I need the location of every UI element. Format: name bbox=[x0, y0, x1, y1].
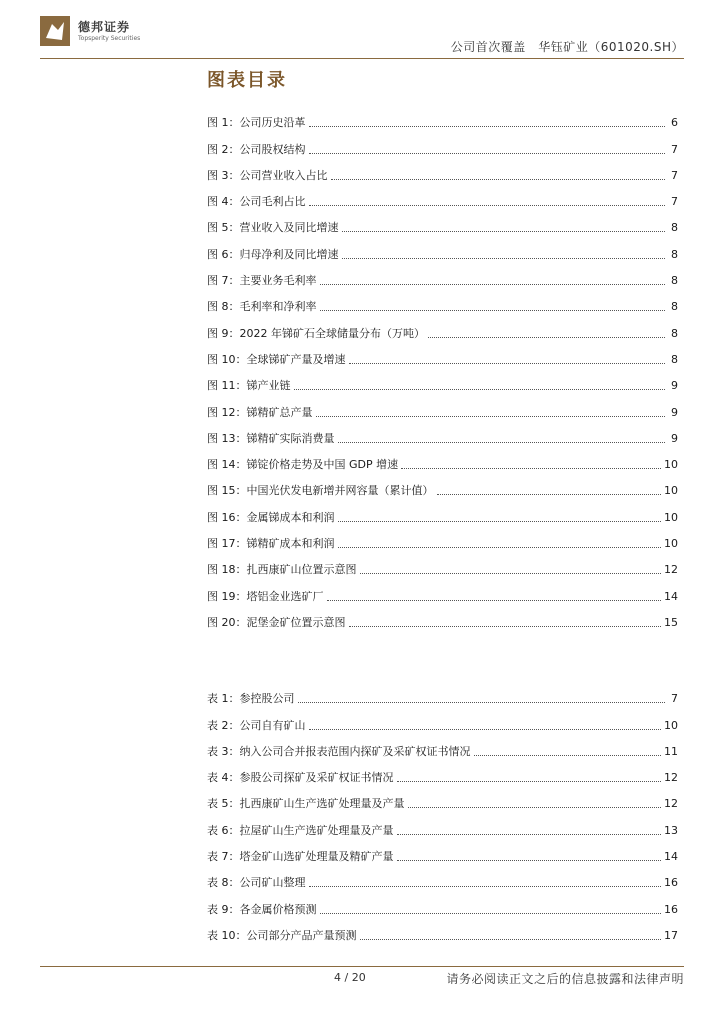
entry-label: 表 4：参股公司探矿及采矿权证书情况 bbox=[207, 771, 394, 785]
disclaimer-note: 请务必阅读正文之后的信息披露和法律声明 bbox=[446, 972, 684, 986]
table-entry[interactable] bbox=[207, 864, 678, 890]
entry-label: 图 12：锑精矿总产量 bbox=[207, 405, 313, 419]
entry-label: 图 20：泥堡金矿位置示意图 bbox=[207, 615, 346, 629]
entry-label: 图 11：锑产业链 bbox=[207, 379, 291, 393]
entry-page-number: 10 bbox=[664, 458, 678, 472]
entry-page-number: 8 bbox=[671, 300, 678, 314]
figure-entry[interactable] bbox=[207, 157, 678, 183]
entry-page-number: 8 bbox=[671, 326, 678, 340]
dot-leader bbox=[360, 572, 662, 574]
entry-label: 图 10：全球锑矿产量及增速 bbox=[207, 352, 346, 366]
dot-leader bbox=[331, 178, 666, 180]
figure-entry[interactable] bbox=[207, 314, 678, 340]
figure-entry[interactable] bbox=[207, 262, 678, 288]
logo-emblem-icon bbox=[40, 16, 70, 46]
company-logo bbox=[40, 16, 160, 46]
table-entry[interactable] bbox=[207, 917, 678, 943]
entry-label: 图 8：毛利率和净利率 bbox=[207, 300, 317, 314]
dot-leader bbox=[320, 283, 666, 285]
figure-entry[interactable] bbox=[207, 551, 678, 577]
entry-page-number: 10 bbox=[664, 537, 678, 551]
dot-leader bbox=[294, 388, 666, 390]
entry-page-number: 15 bbox=[664, 615, 678, 629]
entry-page-number: 14 bbox=[664, 850, 678, 864]
figure-entry[interactable] bbox=[207, 472, 678, 498]
entry-page-number: 7 bbox=[671, 142, 678, 156]
entry-label: 图 15：中国光伏发电新增并网容量（累计值） bbox=[207, 484, 434, 498]
entry-label: 图 9：2022 年锑矿石全球储量分布（万吨） bbox=[207, 326, 425, 340]
entry-page-number: 16 bbox=[664, 876, 678, 890]
entry-page-number: 7 bbox=[671, 168, 678, 182]
entry-label: 图 2：公司股权结构 bbox=[207, 142, 306, 156]
table-entry[interactable] bbox=[207, 759, 678, 785]
entry-label: 图 1：公司历史沿革 bbox=[207, 116, 306, 130]
entry-label: 图 5：营业收入及同比增速 bbox=[207, 221, 339, 235]
footer-divider bbox=[40, 966, 684, 967]
entry-label: 图 19：塔铝金业选矿厂 bbox=[207, 589, 324, 603]
entry-page-number: 6 bbox=[671, 116, 678, 130]
tables-list bbox=[207, 680, 678, 943]
entry-page-number: 12 bbox=[664, 797, 678, 811]
entry-page-number: 8 bbox=[671, 274, 678, 288]
table-entry[interactable] bbox=[207, 890, 678, 916]
figures-list bbox=[207, 104, 678, 630]
entry-page-number: 8 bbox=[671, 247, 678, 261]
table-entry[interactable] bbox=[207, 811, 678, 837]
report-label: 公司首次覆盖 华钰矿业（601020.SH） bbox=[450, 40, 684, 54]
entry-page-number: 8 bbox=[671, 352, 678, 366]
entry-page-number: 16 bbox=[664, 902, 678, 916]
entry-page-number: 8 bbox=[671, 221, 678, 235]
table-entry[interactable] bbox=[207, 680, 678, 706]
entry-page-number: 9 bbox=[671, 405, 678, 419]
figure-entry[interactable] bbox=[207, 341, 678, 367]
figure-entry[interactable] bbox=[207, 367, 678, 393]
entry-label: 图 14：锑锭价格走势及中国 GDP 增速 bbox=[207, 458, 399, 472]
dot-leader bbox=[309, 125, 666, 127]
entry-label: 图 16：金属锑成本和利润 bbox=[207, 510, 335, 524]
dot-leader bbox=[428, 336, 665, 338]
page-indicator: 4 / 20 bbox=[334, 971, 366, 984]
entry-label: 图 7：主要业务毛利率 bbox=[207, 274, 317, 288]
table-entry[interactable] bbox=[207, 706, 678, 732]
figure-entry[interactable] bbox=[207, 209, 678, 235]
dot-leader bbox=[342, 257, 666, 259]
entry-label: 表 1：参控股公司 bbox=[207, 692, 295, 706]
table-entry[interactable] bbox=[207, 838, 678, 864]
dot-leader bbox=[320, 309, 666, 311]
dot-leader bbox=[309, 728, 662, 730]
entry-page-number: 10 bbox=[664, 484, 678, 498]
dot-leader bbox=[342, 230, 666, 232]
entry-page-number: 11 bbox=[664, 744, 678, 758]
logo-text-cn: 德邦证券 bbox=[78, 20, 131, 34]
dot-leader bbox=[316, 415, 666, 417]
dot-leader bbox=[397, 833, 662, 835]
dot-leader bbox=[360, 938, 662, 940]
entry-label: 表 3：纳入公司合并报表范围内探矿及采矿权证书情况 bbox=[207, 744, 471, 758]
table-entry[interactable] bbox=[207, 785, 678, 811]
dot-leader bbox=[397, 780, 662, 782]
entry-label: 表 8：公司矿山整理 bbox=[207, 876, 306, 890]
entry-label: 表 6：拉屋矿山生产选矿处理量及产量 bbox=[207, 823, 394, 837]
entry-label: 图 18：扎西康矿山位置示意图 bbox=[207, 563, 357, 577]
entry-label: 图 3：公司营业收入占比 bbox=[207, 168, 328, 182]
table-entry[interactable] bbox=[207, 733, 678, 759]
figure-entry[interactable] bbox=[207, 420, 678, 446]
entry-label: 表 10：公司部分产品产量预测 bbox=[207, 928, 357, 942]
dot-leader bbox=[298, 701, 666, 703]
figure-entry[interactable] bbox=[207, 577, 678, 603]
figure-entry[interactable] bbox=[207, 393, 678, 419]
dot-leader bbox=[437, 493, 662, 495]
dot-leader bbox=[320, 912, 662, 914]
entry-page-number: 7 bbox=[671, 195, 678, 209]
entry-label: 图 4：公司毛利占比 bbox=[207, 195, 306, 209]
figure-entry[interactable] bbox=[207, 446, 678, 472]
dot-leader bbox=[338, 441, 666, 443]
entry-label: 图 13：锑精矿实际消费量 bbox=[207, 431, 335, 445]
toc-title: 图表目录 bbox=[207, 70, 287, 91]
dot-leader bbox=[309, 885, 662, 887]
figure-entry[interactable] bbox=[207, 104, 678, 130]
entry-page-number: 10 bbox=[664, 718, 678, 732]
entry-page-number: 12 bbox=[664, 771, 678, 785]
dot-leader bbox=[338, 520, 662, 522]
logo-text-en: Topsperity Securities bbox=[78, 35, 141, 42]
figure-entry[interactable] bbox=[207, 604, 678, 630]
figure-entry[interactable] bbox=[207, 498, 678, 524]
figure-entry[interactable] bbox=[207, 525, 678, 551]
entry-label: 表 9：各金属价格预测 bbox=[207, 902, 317, 916]
dot-leader bbox=[397, 859, 662, 861]
entry-label: 图 6：归母净利及同比增速 bbox=[207, 247, 339, 261]
entry-page-number: 7 bbox=[671, 692, 678, 706]
dot-leader bbox=[349, 362, 666, 364]
figure-entry[interactable] bbox=[207, 130, 678, 156]
figure-entry[interactable] bbox=[207, 235, 678, 261]
entry-page-number: 10 bbox=[664, 510, 678, 524]
dot-leader bbox=[309, 152, 666, 154]
dot-leader bbox=[349, 625, 662, 627]
entry-page-number: 9 bbox=[671, 431, 678, 445]
figure-entry[interactable] bbox=[207, 183, 678, 209]
header-divider bbox=[40, 58, 684, 59]
entry-page-number: 14 bbox=[664, 589, 678, 603]
dot-leader bbox=[474, 754, 662, 756]
entry-label: 图 17：锑精矿成本和利润 bbox=[207, 537, 335, 551]
dot-leader bbox=[309, 204, 666, 206]
entry-page-number: 17 bbox=[664, 928, 678, 942]
entry-page-number: 13 bbox=[664, 823, 678, 837]
entry-label: 表 5：扎西康矿山生产选矿处理量及产量 bbox=[207, 797, 405, 811]
entry-page-number: 12 bbox=[664, 563, 678, 577]
entry-label: 表 7：塔金矿山选矿处理量及精矿产量 bbox=[207, 850, 394, 864]
dot-leader bbox=[401, 467, 661, 469]
figure-entry[interactable] bbox=[207, 288, 678, 314]
dot-leader bbox=[327, 599, 662, 601]
dot-leader bbox=[408, 806, 662, 808]
entry-page-number: 9 bbox=[671, 379, 678, 393]
entry-label: 表 2：公司自有矿山 bbox=[207, 718, 306, 732]
dot-leader bbox=[338, 546, 662, 548]
